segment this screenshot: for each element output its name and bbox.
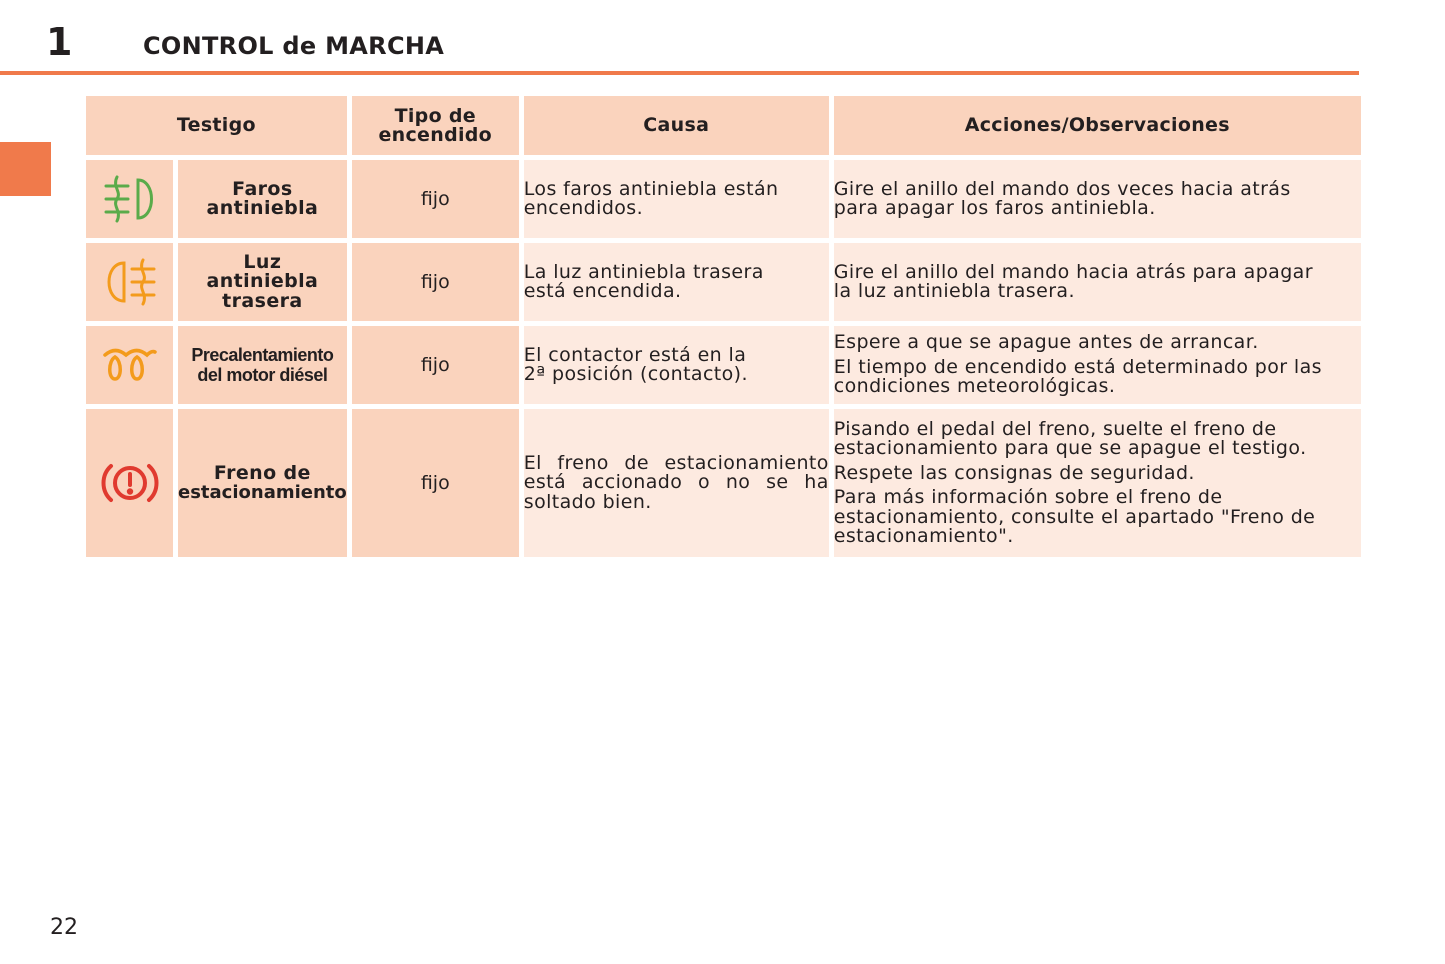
ignition-type: fijo (352, 243, 524, 326)
chapter-number: 1 (46, 20, 73, 64)
header-testigo: Testigo (86, 96, 352, 160)
title-divider (0, 71, 1359, 75)
header-causa: Causa (524, 96, 834, 160)
header-tipo-encendido: Tipo de encendido (352, 96, 524, 160)
action-paragraph: Para más información sobre el freno de estacionamiento, consulte el apartado "Freno de estacionamiento". (833, 486, 1316, 547)
warning-light-name: Luz antiniebla trasera (178, 243, 352, 326)
warning-light-name: Precalentamiento del motor diésel (178, 326, 352, 409)
diesel-preheating-icon (86, 326, 178, 409)
action-paragraph: Respete las consignas de seguridad. (833, 461, 1195, 484)
cause-text: El freno de estacionamiento está accionado o no se ha soltado bien. (524, 409, 834, 557)
ignition-type: fijo (352, 326, 524, 409)
action-paragraph: Pisando el pedal del freno, suelte el freno de estacionamiento para que se apague el testigo. (833, 417, 1307, 459)
table-row (86, 409, 1361, 557)
action-text: Gire el anillo del mando dos veces hacia atrás para apagar los faros antiniebla. (834, 160, 1361, 243)
warning-light-name: Faros antiniebla (178, 160, 352, 243)
front-fog-light-icon (86, 160, 178, 243)
table-row (86, 326, 1361, 409)
header-acciones: Acciones/Observaciones (834, 96, 1361, 160)
table-row (86, 243, 1361, 326)
warning-lights-table (86, 96, 1361, 557)
cause-text: El contactor está en la 2ª posición (contacto). (524, 326, 834, 409)
ignition-type: fijo (352, 409, 524, 557)
ignition-type: fijo (352, 160, 524, 243)
action-paragraph: El tiempo de encendido está determinado por las condiciones meteorológicas. (833, 355, 1322, 398)
rear-fog-light-icon (86, 243, 178, 326)
action-text (834, 409, 1361, 557)
table-header-row (86, 96, 1361, 160)
action-paragraph: Espere a que se apague antes de arrancar. (833, 331, 1259, 354)
page-number: 22 (50, 915, 78, 940)
page-title: CONTROL de MARCHA (143, 32, 445, 60)
table-row (86, 160, 1361, 243)
action-text (834, 326, 1361, 409)
cause-text: La luz antiniebla trasera está encendida. (524, 243, 834, 326)
cause-text: Los faros antiniebla están encendidos. (524, 160, 834, 243)
parking-brake-icon (86, 409, 178, 557)
action-text: Gire el anillo del mando hacia atrás para apagar la luz antiniebla trasera. (834, 243, 1361, 326)
warning-light-name: Freno de estacionamiento (178, 409, 352, 557)
chapter-tab-marker (0, 142, 51, 196)
